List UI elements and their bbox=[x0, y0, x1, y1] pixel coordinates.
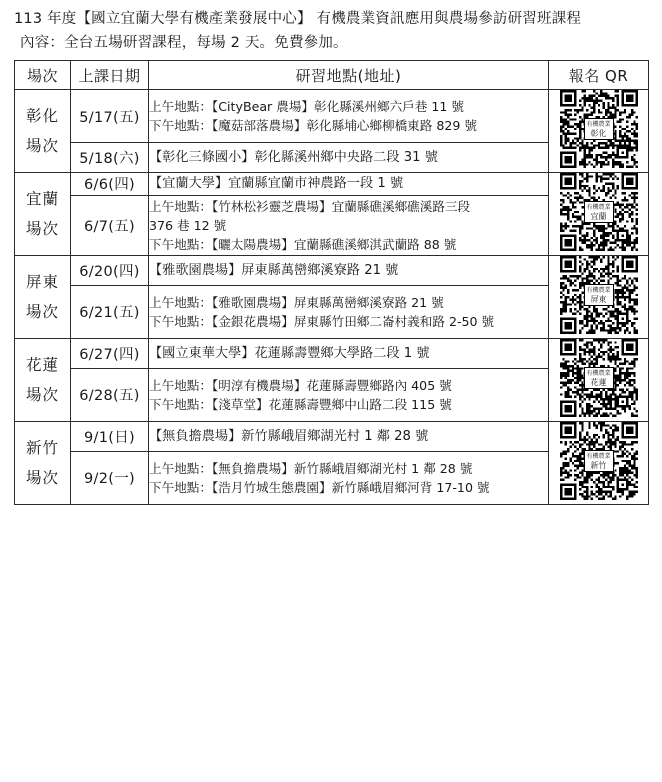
qr-center-label bbox=[583, 201, 613, 223]
session-location-cell bbox=[149, 256, 549, 286]
region-cell bbox=[15, 173, 71, 256]
region-session-label: 場次 bbox=[25, 137, 59, 155]
location-line: 上午地點：【竹林松衫靈芝農場】宜蘭縣礁溪鄉礁溪路三段 bbox=[149, 198, 471, 214]
qr-label-line-2: 新竹 bbox=[590, 461, 607, 470]
region-name: 宜蘭 bbox=[25, 190, 59, 208]
qr-code[interactable] bbox=[560, 422, 638, 500]
location-line: 【雅歌園農場】屏東縣萬巒鄉溪寮路 21 號 bbox=[149, 262, 399, 278]
location-line: 上午地點：【無負擔農場】新竹縣峨眉鄉湖光村 1 鄰 28 號 bbox=[149, 460, 473, 476]
location-line: 下午地點：【浩月竹城生態農園】新竹縣峨眉鄉河背 17-10 號 bbox=[149, 479, 490, 495]
session-location-cell bbox=[149, 422, 549, 452]
qr-code[interactable] bbox=[560, 256, 638, 334]
qr-label-line-1: 有機農業 bbox=[586, 370, 611, 377]
location-line: 【國立東華大學】花蓮縣壽豐鄉大學路二段 1 號 bbox=[149, 345, 430, 361]
session-location-cell bbox=[149, 195, 549, 255]
table-row bbox=[15, 173, 649, 196]
qr-label-line-1: 有機農業 bbox=[586, 287, 611, 294]
session-date-cell: 6/21(五) bbox=[71, 285, 149, 338]
region-session-label: 場次 bbox=[25, 220, 59, 238]
column-header-qr: 報名 QR bbox=[549, 61, 649, 90]
qr-center-label bbox=[583, 118, 613, 140]
location-line: 【宜蘭大學】宜蘭縣宜蘭市神農路一段 1 號 bbox=[149, 176, 404, 192]
registration-qr-cell[interactable] bbox=[549, 173, 649, 256]
region-cell bbox=[15, 339, 71, 422]
region-session-label: 場次 bbox=[25, 386, 59, 404]
course-schedule-table bbox=[14, 60, 649, 505]
session-location-cell bbox=[149, 339, 549, 369]
session-date-cell: 6/20(四) bbox=[71, 256, 149, 286]
qr-label-line-1: 有機農業 bbox=[586, 121, 611, 128]
location-line: 上午地點：【明淳有機農場】花蓮縣壽豐鄉路內 405 號 bbox=[149, 377, 452, 393]
session-location-cell bbox=[149, 143, 549, 173]
table-row bbox=[15, 90, 649, 143]
table-row bbox=[15, 339, 649, 369]
session-date-cell: 6/28(五) bbox=[71, 368, 149, 421]
registration-qr-cell[interactable] bbox=[549, 256, 649, 339]
qr-code[interactable] bbox=[560, 173, 638, 251]
page-title-line-1: 113 年度【國立宜蘭大學有機產業發展中心】 有機農業資訊應用與農場參訪研習班課程 bbox=[14, 11, 582, 27]
location-line: 上午地點：【CityBear 農場】彰化縣溪州鄉六戶巷 11 號 bbox=[149, 99, 464, 115]
location-line: 【無負擔農場】新竹縣峨眉鄉湖光村 1 鄰 28 號 bbox=[149, 428, 429, 444]
location-line: 上午地點：【雅歌園農場】屏東縣萬巒鄉溪寮路 21 號 bbox=[149, 294, 444, 310]
page-title-line-2: 內容：全台五場研習課程，每場 2 天。免費參加。 bbox=[20, 35, 348, 51]
table-header-row bbox=[15, 61, 649, 90]
region-session-label: 場次 bbox=[25, 469, 59, 487]
qr-center-label bbox=[583, 450, 613, 472]
session-date-cell: 5/17(五) bbox=[71, 90, 149, 143]
location-line: 下午地點：【淺草堂】花蓮縣壽豐鄉中山路二段 115 號 bbox=[149, 396, 452, 412]
location-line: 下午地點：【曬太陽農場】宜蘭縣礁溪鄉淇武蘭路 88 號 bbox=[149, 236, 457, 252]
region-name: 花蓮 bbox=[25, 356, 59, 374]
qr-center-label bbox=[583, 284, 613, 306]
session-date-cell: 6/6(四) bbox=[71, 173, 149, 196]
qr-center-label bbox=[583, 367, 613, 389]
region-cell bbox=[15, 422, 71, 505]
region-cell bbox=[15, 90, 71, 173]
session-location-cell bbox=[149, 173, 549, 196]
registration-qr-cell[interactable] bbox=[549, 339, 649, 422]
session-location-cell bbox=[149, 451, 549, 504]
region-name: 彰化 bbox=[25, 107, 59, 125]
session-location-cell bbox=[149, 90, 549, 143]
column-header-region: 場次 bbox=[15, 61, 71, 90]
session-location-cell bbox=[149, 368, 549, 421]
column-header-place: 研習地點(地址) bbox=[149, 61, 549, 90]
qr-code[interactable] bbox=[560, 339, 638, 417]
qr-label-line-2: 花蓮 bbox=[590, 378, 607, 387]
location-line: 下午地點：【金銀花農場】屏東縣竹田鄉二崙村義和路 2-50 號 bbox=[149, 313, 495, 329]
table-body bbox=[15, 90, 649, 505]
qr-label-line-2: 彰化 bbox=[590, 129, 607, 138]
registration-qr-cell[interactable] bbox=[549, 422, 649, 505]
region-name: 新竹 bbox=[25, 439, 59, 457]
session-date-cell: 9/2(一) bbox=[71, 451, 149, 504]
region-cell bbox=[15, 256, 71, 339]
qr-code[interactable] bbox=[560, 90, 638, 168]
session-location-cell bbox=[149, 285, 549, 338]
qr-label-line-2: 宜蘭 bbox=[590, 212, 607, 221]
table-row bbox=[15, 422, 649, 452]
qr-label-line-1: 有機農業 bbox=[586, 453, 611, 460]
registration-qr-cell[interactable] bbox=[549, 90, 649, 173]
location-line: 下午地點：【魔菇部落農場】彰化縣埔心鄉柳橋東路 829 號 bbox=[149, 118, 477, 134]
location-line: 【彰化三條國小】彰化縣溪州鄉中央路二段 31 號 bbox=[149, 150, 438, 166]
table-row bbox=[15, 256, 649, 286]
table-header bbox=[15, 61, 649, 90]
region-session-label: 場次 bbox=[25, 303, 59, 321]
session-date-cell: 6/7(五) bbox=[71, 195, 149, 255]
location-line: 376 巷 12 號 bbox=[149, 217, 227, 233]
qr-label-line-1: 有機農業 bbox=[586, 204, 611, 211]
session-date-cell: 9/1(日) bbox=[71, 422, 149, 452]
region-name: 屏東 bbox=[25, 273, 59, 291]
qr-label-line-2: 屏東 bbox=[590, 295, 607, 304]
session-date-cell: 5/18(六) bbox=[71, 143, 149, 173]
session-date-cell: 6/27(四) bbox=[71, 339, 149, 369]
column-header-date: 上課日期 bbox=[71, 61, 149, 90]
